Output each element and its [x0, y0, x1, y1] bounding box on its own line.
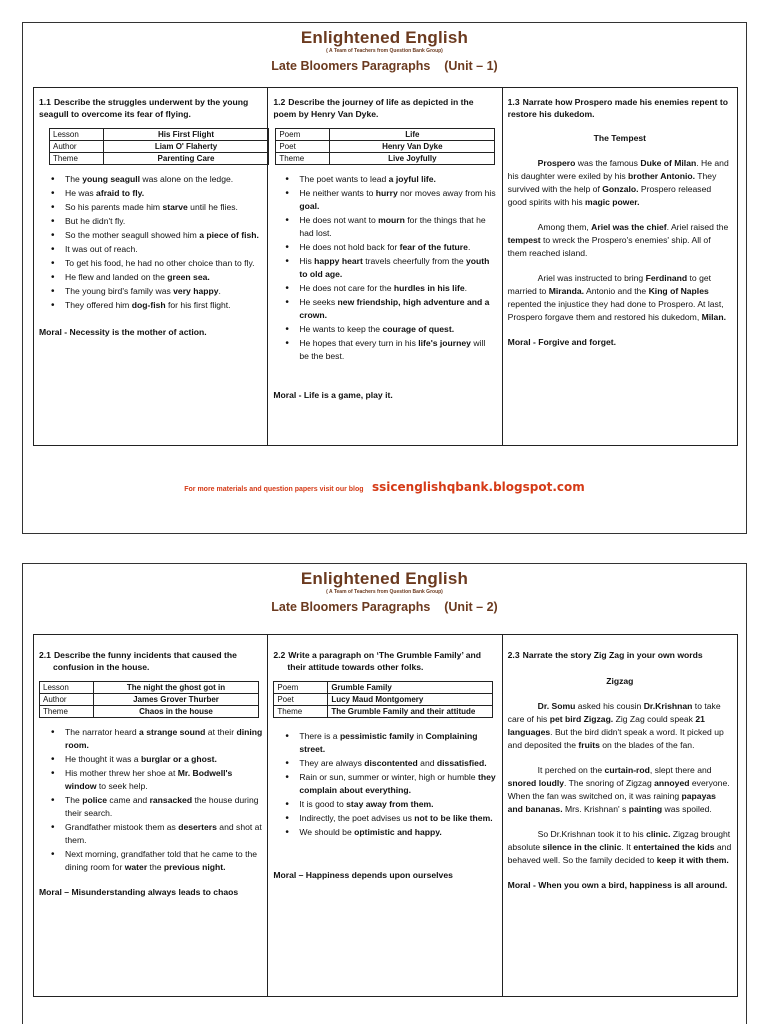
list-item: • We should be optimistic and happy. [299, 826, 496, 839]
list-item: • He neither wants to hurry nor moves away from his goal. [299, 187, 496, 213]
unit-title: Late Bloomers Paragraphs (Unit – 2) [271, 600, 498, 614]
column-1-3 [503, 88, 737, 445]
info-table: Poem Grumble Family Poet Lucy Maud Montgomery Theme The Grumble Family and their attitude [273, 681, 493, 718]
list-item: • To get his food, he had no other choice than to fly. [65, 257, 262, 270]
question: 1.1 Describe the struggles underwent by the young seagull to overcome its fear of flying. [39, 97, 249, 119]
list-item: • The poet wants to lead a joyful life. [299, 173, 496, 186]
bullet-list [273, 730, 496, 839]
list-item: • There is a pessimistic family in Complaining street. [299, 730, 496, 756]
page-unit-1 [22, 22, 747, 534]
info-table: Lesson His First Flight Author Liam O' Flaherty Theme Parenting Care [49, 128, 269, 165]
list-item: • They offered him dog-fish for his first flight. [65, 299, 262, 312]
moral: Moral - When you own a bird, happiness is all around. [507, 880, 728, 890]
question: 2.1 Describe the funny incidents that caused the confusion in the house. [39, 650, 237, 672]
moral: Moral - Necessity is the mother of action. [39, 327, 207, 337]
list-item: • It is good to stay away from them. [299, 798, 496, 811]
info-table: Lesson The night the ghost got in Author James Grover Thurber Theme Chaos in the house [39, 681, 259, 718]
moral: Moral – Happiness depends upon ourselves [273, 870, 453, 880]
page-title: Enlightened English [300, 569, 469, 588]
story-paragraph: It perched on the curtain-rod, slept there and snored loudly. The snoring of Zigzag annoyed everyone. When the fan was switched on, it was raining papayas and bananas. Mrs. Krishnan' s painting was spoiled. [507, 765, 730, 814]
bullet-list [39, 726, 262, 874]
bullet-list [273, 173, 496, 363]
story-paragraph: Dr. Somu asked his cousin Dr.Krishnan to take care of his pet bird Zigzag. Zig Zag could speak 21 languages. But the bird didn't speak a word. It picked up and deposited the fruits on the blades of the fan. [507, 701, 724, 750]
list-item: • He does not hold back for fear of the future. [299, 241, 496, 254]
story-title: The Tempest [593, 133, 646, 143]
footer: For more materials and question papers visit our blog ssicenglishqbank.blogspot.com [184, 480, 585, 494]
list-item: • The young bird's family was very happy. [65, 285, 262, 298]
list-item: • They are always discontented and dissatisfied. [299, 757, 496, 770]
list-item: • So his parents made him starve until he flies. [65, 201, 262, 214]
moral: Moral – Misunderstanding always leads to chaos [39, 887, 239, 897]
list-item: • So the mother seagull showed him a piece of fish. [65, 229, 262, 242]
column-1-2 [268, 88, 502, 445]
column-2-1 [34, 635, 268, 996]
story-paragraph: Among them, Ariel was the chief. Ariel raised the tempest to wreck the Prospero's enemies' ship. All of them reached island. [507, 222, 729, 258]
list-item: • He does not care for the hurdles in his life. [299, 282, 496, 295]
story-text [508, 700, 732, 867]
list-item: • He flew and landed on the green sea. [65, 271, 262, 284]
question: 1.3 Narrate how Prospero made his enemies repent to restore his dukedom. [507, 97, 728, 119]
list-item: • Grandfather mistook them as deserters and shot at them. [65, 821, 262, 847]
question: 2.3 Narrate the story Zig Zag in your own words [507, 650, 703, 660]
paragraph-grid [33, 634, 738, 997]
column-2-2 [268, 635, 502, 996]
list-item: • His happy heart travels cheerfully from the youth to old age. [299, 255, 496, 281]
list-item: • The narrator heard a strange sound at their dining room. [65, 726, 262, 752]
story-title: Zigzag [606, 676, 634, 686]
list-item: • He hopes that every turn in his life's journey will be the best. [299, 337, 496, 363]
list-item: • Indirectly, the poet advises us not to be like them. [299, 812, 496, 825]
blog-link[interactable]: ssicenglishqbank.blogspot.com [372, 480, 585, 494]
question: 1.2 Describe the journey of life as depicted in the poem by Henry Van Dyke. [273, 97, 474, 119]
column-2-3 [503, 635, 737, 996]
page-header [23, 564, 746, 615]
column-1-1 [34, 88, 268, 445]
page-subtitle: ( A Team of Teachers from Question Bank Group) [326, 48, 443, 54]
list-item: • He wants to keep the courage of quest. [299, 323, 496, 336]
list-item: • But he didn't fly. [65, 215, 262, 228]
page-subtitle: ( A Team of Teachers from Question Bank Group) [326, 589, 443, 595]
list-item: • His mother threw her shoe at Mr. Bodwell's window to seek help. [65, 767, 262, 793]
bullet-list [39, 173, 262, 312]
list-item: • He thought it was a burglar or a ghost. [65, 753, 262, 766]
list-item: • He seeks new friendship, high adventure and a crown. [299, 296, 496, 322]
list-item: • He was afraid to fly. [65, 187, 262, 200]
moral: Moral - Forgive and forget. [507, 337, 617, 347]
story-paragraph: So Dr.Krishnan took it to his clinic. Zigzag brought absolute silence in the clinic. It entertained the kids and behaved well. So the family decided to keep it with them. [507, 829, 732, 865]
unit-title: Late Bloomers Paragraphs (Unit – 1) [271, 59, 498, 73]
page-title: Enlightened English [300, 28, 469, 47]
list-item: • Rain or sun, summer or winter, high or humble they complain about everything. [299, 771, 496, 797]
question: 2.2 Write a paragraph on ‘The Grumble Family’ and their attitude towards other folks. [273, 650, 482, 672]
paragraph-grid [33, 87, 738, 446]
moral: Moral - Life is a game, play it. [273, 390, 393, 400]
list-item: • It was out of reach. [65, 243, 262, 256]
list-item: • He does not want to mourn for the things that he had lost. [299, 214, 496, 240]
list-item: • Next morning, grandfather told that he came to the dining room for water the previous night. [65, 848, 262, 874]
story-text [508, 157, 732, 324]
info-table: Poem Life Poet Henry Van Dyke Theme Live Joyfully [275, 128, 495, 165]
page-header [23, 23, 746, 74]
page-unit-2 [22, 563, 747, 1024]
story-paragraph: Ariel was instructed to bring Ferdinand to get married to Miranda. Antonio and the King of Naples repented the injustice they had done to Prospero. At last, Prospero forgave them and restored his dukedom, Milan. [507, 273, 726, 322]
list-item: • The police came and ransacked the house during their search. [65, 794, 262, 820]
story-paragraph: Prospero was the famous Duke of Milan. He and his daughter were exiled by his brother Antonio. They survived with the help of Gonzalo. Prospero released good spirits with his magic power. [507, 158, 729, 207]
list-item: • The young seagull was alone on the ledge. [65, 173, 262, 186]
